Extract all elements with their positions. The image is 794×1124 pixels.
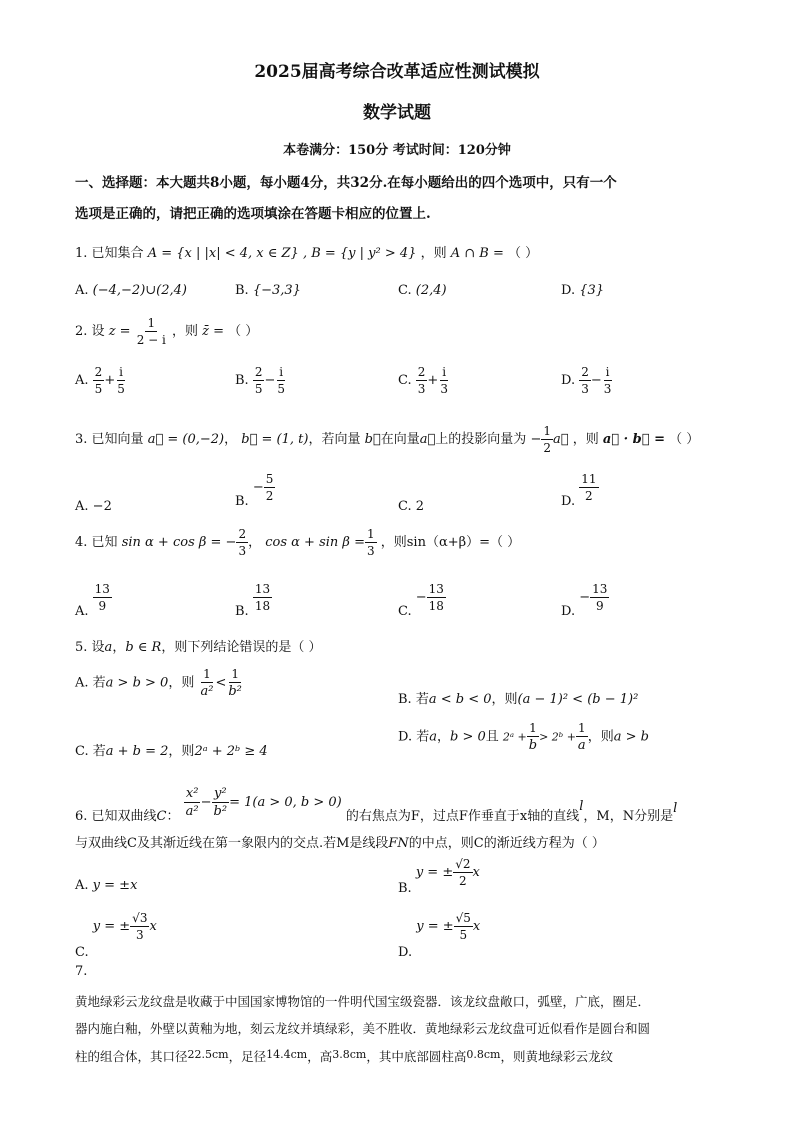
q7-text-b: ，足径 <box>228 1049 267 1064</box>
q3-vector-b: b⃗ = (1, t) <box>241 432 309 447</box>
q3-mid2: 在向量 <box>380 432 420 447</box>
q3-vector-a: a⃗ = (0,−2) <box>147 432 225 447</box>
q3-dot: a⃗ · b⃗ = <box>602 432 665 447</box>
option-then: ，则 <box>168 675 195 691</box>
option-frac-1 <box>416 366 428 395</box>
q1-prefix: 1. 已知集合 <box>75 246 144 261</box>
option-frac-2 <box>226 668 244 698</box>
q2-option-a[interactable] <box>75 366 127 395</box>
option-label: C. 若 <box>75 744 106 759</box>
option-frac-1 <box>198 668 215 698</box>
num: i <box>605 365 610 379</box>
option-sign: − <box>415 590 427 605</box>
den: 3 <box>417 382 426 396</box>
option-value: {−3,3} <box>252 283 301 298</box>
den: b² <box>228 684 242 699</box>
q3-proj-vec: a⃗ <box>553 432 569 447</box>
q6-c: C <box>156 809 167 824</box>
q6-colon: ： <box>166 809 180 824</box>
q3-prefix: 3. 已知向量 <box>75 432 144 447</box>
num: 2 <box>94 365 103 379</box>
option-sign: − <box>579 590 591 605</box>
q4-option-c[interactable] <box>398 583 446 618</box>
num: 5 <box>265 472 274 486</box>
exam-subtitle: 数学试题 <box>363 103 431 123</box>
q6-y-frac <box>212 787 230 818</box>
q5-option-c[interactable] <box>75 740 268 759</box>
option-frac-2 <box>438 366 450 395</box>
question-6 <box>75 787 677 823</box>
q1-set-a: A = {x | |x| < 4, x ∈ Z} <box>147 246 299 261</box>
q3-suffix: ，则 <box>572 432 599 447</box>
num: 13 <box>428 582 444 596</box>
q3-mid3: 上的投影向量为 <box>435 432 527 447</box>
q5-option-b[interactable] <box>398 688 638 707</box>
q7-diameter-mouth: 22.5cm <box>187 1048 229 1061</box>
num: 13 <box>94 582 110 596</box>
option-expr-2: > 2ᵇ + <box>539 730 576 744</box>
q7-height: 3.8cm <box>332 1048 367 1061</box>
q2-option-b[interactable] <box>235 366 287 395</box>
option-frac <box>264 473 276 502</box>
q6-option-c[interactable] <box>75 912 157 959</box>
question-7-number: 7. <box>75 964 88 979</box>
den: 3 <box>238 544 247 558</box>
num: i <box>119 365 123 379</box>
q6-line2b: 的中点，则C的渐近线方程为（ ） <box>408 836 605 851</box>
q6-fn: FN <box>388 836 409 851</box>
q7-text-c: ，高 <box>307 1049 333 1064</box>
q7-line1: 黄地绿彩云龙纹盘是收藏于中国国家博物馆的一件明代国宝级瓷器．该龙纹盘敞口，弧壁，广底，圈足． <box>75 994 651 1009</box>
option-and: 且 <box>485 729 499 745</box>
option-value: y = ±x <box>92 878 138 893</box>
op: − <box>264 373 276 388</box>
q7-text-a: 柱的组合体，其口径 <box>75 1049 188 1064</box>
den: 5 <box>94 382 103 396</box>
den: 9 <box>595 599 604 613</box>
option-frac <box>130 912 149 941</box>
num: 1 <box>577 721 586 735</box>
den: 2 <box>459 874 467 888</box>
den: a² <box>200 684 214 699</box>
den: 3 <box>135 928 144 942</box>
option-frac <box>579 473 598 502</box>
option-frac-2 <box>115 366 127 395</box>
option-x: x <box>472 865 480 880</box>
q3-option-d[interactable] <box>561 473 599 508</box>
num: 1 <box>543 424 551 438</box>
question-4 <box>75 528 520 557</box>
den: 2 <box>585 489 593 503</box>
num: i <box>279 365 284 379</box>
q4-comma: ， <box>248 535 262 550</box>
q6-text2: ，M，N分别是 <box>583 809 674 824</box>
option-label: D. <box>561 373 576 388</box>
option-value: {3} <box>579 283 605 298</box>
den: a² <box>185 804 199 819</box>
exam-title: 2025届高考综合改革适应性测试模拟 <box>254 62 540 82</box>
question-5 <box>75 636 321 655</box>
option-label: D. 若 <box>398 729 430 745</box>
op: + <box>427 373 439 388</box>
section-instruction-line2: 选项是正确的，请把正确的选项填涂在答题卡相应的位置上. <box>75 206 431 222</box>
option-frac-1 <box>527 722 539 752</box>
q6-prefix: 6. 已知双曲线 <box>75 809 157 824</box>
den: 3 <box>440 382 448 396</box>
q7-diameter-foot: 14.4cm <box>266 1048 308 1061</box>
option-frac-2 <box>275 366 287 395</box>
option-x: x <box>472 919 481 934</box>
num: √5 <box>455 911 471 925</box>
num: y² <box>214 786 227 801</box>
option-frac-1 <box>93 366 105 395</box>
question-6-line2 <box>75 832 605 851</box>
option-label: B. <box>235 373 249 388</box>
option-label: B. <box>398 881 412 896</box>
q4-suffix: ，则sin（α+β）=（ ） <box>380 535 521 550</box>
q6-option-a[interactable] <box>75 878 137 893</box>
q6-l: l <box>579 799 584 814</box>
op: − <box>590 373 602 388</box>
num: 1 <box>231 667 239 681</box>
option-sign: − <box>252 480 264 495</box>
q6-l2: l <box>673 801 678 816</box>
q3-mid: ，若向量 <box>308 432 361 447</box>
section-instruction-line1: 一、选择题：本大题共8小题，每小题4分，共32分.在每小题给出的四个选项中，只有一个 <box>75 175 617 191</box>
option-cond: a > b > 0 <box>105 675 169 691</box>
q5-comma: ， <box>112 640 126 655</box>
q2-option-c[interactable] <box>398 366 450 395</box>
q6-option-d[interactable] <box>398 912 480 959</box>
den: 9 <box>98 599 107 613</box>
q1-set-b: , B = {y | y² > 4} <box>302 246 417 261</box>
option-result: 2ᵃ + 2ᵇ ≥ 4 <box>194 744 268 759</box>
q1-expr: A ∩ B = <box>450 246 504 261</box>
option-frac <box>427 583 446 612</box>
option-frac-2 <box>576 722 588 752</box>
den: 3 <box>581 382 589 396</box>
option-pre: y = ± <box>415 865 454 880</box>
option-label: C. <box>75 945 89 960</box>
question-2 <box>75 317 258 346</box>
num: x² <box>185 786 199 801</box>
q7-line3 <box>75 1047 613 1065</box>
op: + <box>104 373 116 388</box>
option-frac-2 <box>602 366 614 395</box>
q2-paren: （ ） <box>228 324 259 339</box>
q1-option-b[interactable] <box>235 283 301 298</box>
q4-option-d[interactable] <box>561 583 609 618</box>
q4-eq2-frac <box>365 528 377 557</box>
den: 18 <box>428 599 444 613</box>
q4-eq2-left: cos α + sin β = <box>265 535 365 550</box>
num: 1 <box>203 667 211 681</box>
option-then: ，则 <box>168 744 195 759</box>
den: 5 <box>459 928 468 942</box>
q3-option-c[interactable] <box>398 499 424 514</box>
q2-option-d[interactable] <box>561 366 613 395</box>
den: b² <box>213 804 228 819</box>
option-frac <box>93 583 112 612</box>
option-label: B. <box>235 494 249 509</box>
num: 11 <box>581 472 597 486</box>
q5-prefix: 5. 设 <box>75 640 105 655</box>
q5-suffix: ，则下列结论错误的是（ ） <box>161 640 322 655</box>
q3-paren: （ ） <box>669 432 700 447</box>
option-label: D. <box>561 494 576 509</box>
option-value: (−4,−2)∪(2,4) <box>92 283 187 298</box>
option-frac <box>590 583 609 612</box>
q4-option-b[interactable] <box>235 583 272 618</box>
q3-proj-frac <box>541 425 553 454</box>
num: 2 <box>417 365 426 379</box>
num: 2 <box>238 527 247 541</box>
den: b <box>528 738 538 753</box>
option-value: (2,4) <box>415 283 447 298</box>
q1-suffix: ，则 <box>420 246 447 261</box>
option-label: B. <box>235 283 249 298</box>
question-3: 3. 已知向量 a⃗ = (0,−2)， b⃗ = (1, t)，若向量 b⃗在向量a⃗上的投影向量为 − $\frac{1}{2}$ a⃗ ，则 a⃗ · b⃗ = （ ） <box>75 424 700 455</box>
q4-prefix: 4. 已知 <box>75 535 118 550</box>
option-comma: ， <box>437 729 451 745</box>
option-label: A. <box>75 604 89 619</box>
option-pre: y = ± <box>416 919 454 934</box>
option-label: A. <box>75 499 89 514</box>
q2-z: z = <box>108 324 131 339</box>
den: 5 <box>254 382 263 396</box>
num: √2 <box>455 857 471 871</box>
option-value: 2 <box>415 499 425 514</box>
q7-text-d: ，其中底部圆柱高 <box>366 1049 467 1064</box>
num: √3 <box>132 911 148 925</box>
den: 2 <box>543 441 551 455</box>
option-label: B. <box>235 604 249 619</box>
den: 18 <box>254 599 271 613</box>
exam-info: 本卷满分：150分 考试时间：120分钟 <box>283 143 511 158</box>
num: 2 <box>254 365 263 379</box>
q6-text1: 的右焦点为F，过点F作垂直于x轴的直线 <box>345 809 580 824</box>
option-expr-1: 2ᵃ + <box>502 730 527 744</box>
den: 2 <box>265 489 274 503</box>
q7-line2: 器内施白釉，外壁以黄釉为地，刻云龙纹并填绿彩，美不胜收．黄地绿彩云龙纹盘可近似看作是圆台和圆 <box>75 1021 651 1036</box>
option-label: C. <box>398 604 412 619</box>
q3-option-b[interactable] <box>235 473 275 508</box>
option-a: a <box>429 729 437 745</box>
q5-option-a[interactable] <box>75 668 244 698</box>
option-b: b > 0 <box>450 729 486 745</box>
option-result: (a − 1)² < (b − 1)² <box>517 692 639 707</box>
q3-avec: a⃗ <box>419 432 436 447</box>
option-value: −2 <box>92 499 112 514</box>
option-label: C. <box>398 499 412 514</box>
q5-a: a <box>104 640 113 655</box>
q6-eq-rest: = 1(a > 0, b > 0) <box>229 795 342 810</box>
q5-b: b ∈ R <box>125 640 162 655</box>
option-label: C. <box>398 283 412 298</box>
option-pre: y = ± <box>92 919 131 934</box>
option-frac-1 <box>579 366 591 395</box>
option-label: A. 若 <box>75 675 106 691</box>
q2-zbar: z̄ = <box>202 324 225 339</box>
den: 3 <box>366 544 375 558</box>
q6-option-b[interactable] <box>398 858 480 895</box>
q7-cylinder-height: 0.8cm <box>466 1048 501 1061</box>
q3-bvec: b⃗ <box>364 432 381 447</box>
option-label: A. <box>75 283 89 298</box>
q1-option-d[interactable] <box>561 283 604 298</box>
den: 5 <box>117 382 125 396</box>
option-label: D. <box>561 604 576 619</box>
q7-text-e: ，则黄地绿彩云龙纹 <box>500 1049 613 1064</box>
option-label: D. <box>398 945 413 960</box>
q2-den: 2 − i <box>136 333 166 347</box>
option-frac <box>454 912 473 941</box>
den: 3 <box>603 382 612 396</box>
option-label: C. <box>398 373 412 388</box>
option-frac <box>253 583 272 612</box>
q5-option-d[interactable] <box>398 722 649 752</box>
q3-proj-sign: − <box>530 432 542 447</box>
den: 5 <box>277 382 286 396</box>
num: 2 <box>581 365 589 379</box>
q2-num: 1 <box>147 316 156 330</box>
q2-prefix: 2. 设 <box>75 324 105 339</box>
q6-line2: 与双曲线C及其渐近线在第一象限内的交点.若M是线段 <box>75 836 389 851</box>
q3-option-a[interactable] <box>75 499 112 514</box>
num: i <box>442 365 447 379</box>
q4-eq1-left: sin α + cos β = − <box>121 535 237 550</box>
option-then: ，则 <box>587 729 614 745</box>
q6-x-frac <box>184 787 201 818</box>
q6-minus: − <box>200 795 212 810</box>
option-cond: a < b < 0 <box>428 692 492 707</box>
option-label: B. 若 <box>398 692 429 707</box>
option-then: ，则 <box>491 692 518 707</box>
q1-option-c[interactable] <box>398 283 447 298</box>
q1-paren: （ ） <box>508 246 539 261</box>
question-1 <box>75 242 538 261</box>
option-label: D. <box>561 283 576 298</box>
q2-fraction <box>135 317 168 346</box>
den: a <box>577 738 586 753</box>
option-result: a > b <box>613 729 649 745</box>
q4-option-a[interactable] <box>75 583 112 618</box>
num: 1 <box>366 527 375 541</box>
option-frac-1 <box>253 366 265 395</box>
option-x: x <box>149 919 157 934</box>
q1-option-a[interactable] <box>75 283 187 298</box>
q2-suffix: ，则 <box>172 324 199 339</box>
option-label: A. <box>75 373 89 388</box>
num: 1 <box>529 721 537 735</box>
option-frac <box>453 858 472 887</box>
op: < <box>215 675 227 691</box>
option-label: A. <box>75 878 89 893</box>
option-cond: a + b = 2 <box>105 744 169 759</box>
num: 13 <box>592 582 608 596</box>
num: 13 <box>254 582 271 596</box>
q4-eq1-frac <box>236 528 248 557</box>
